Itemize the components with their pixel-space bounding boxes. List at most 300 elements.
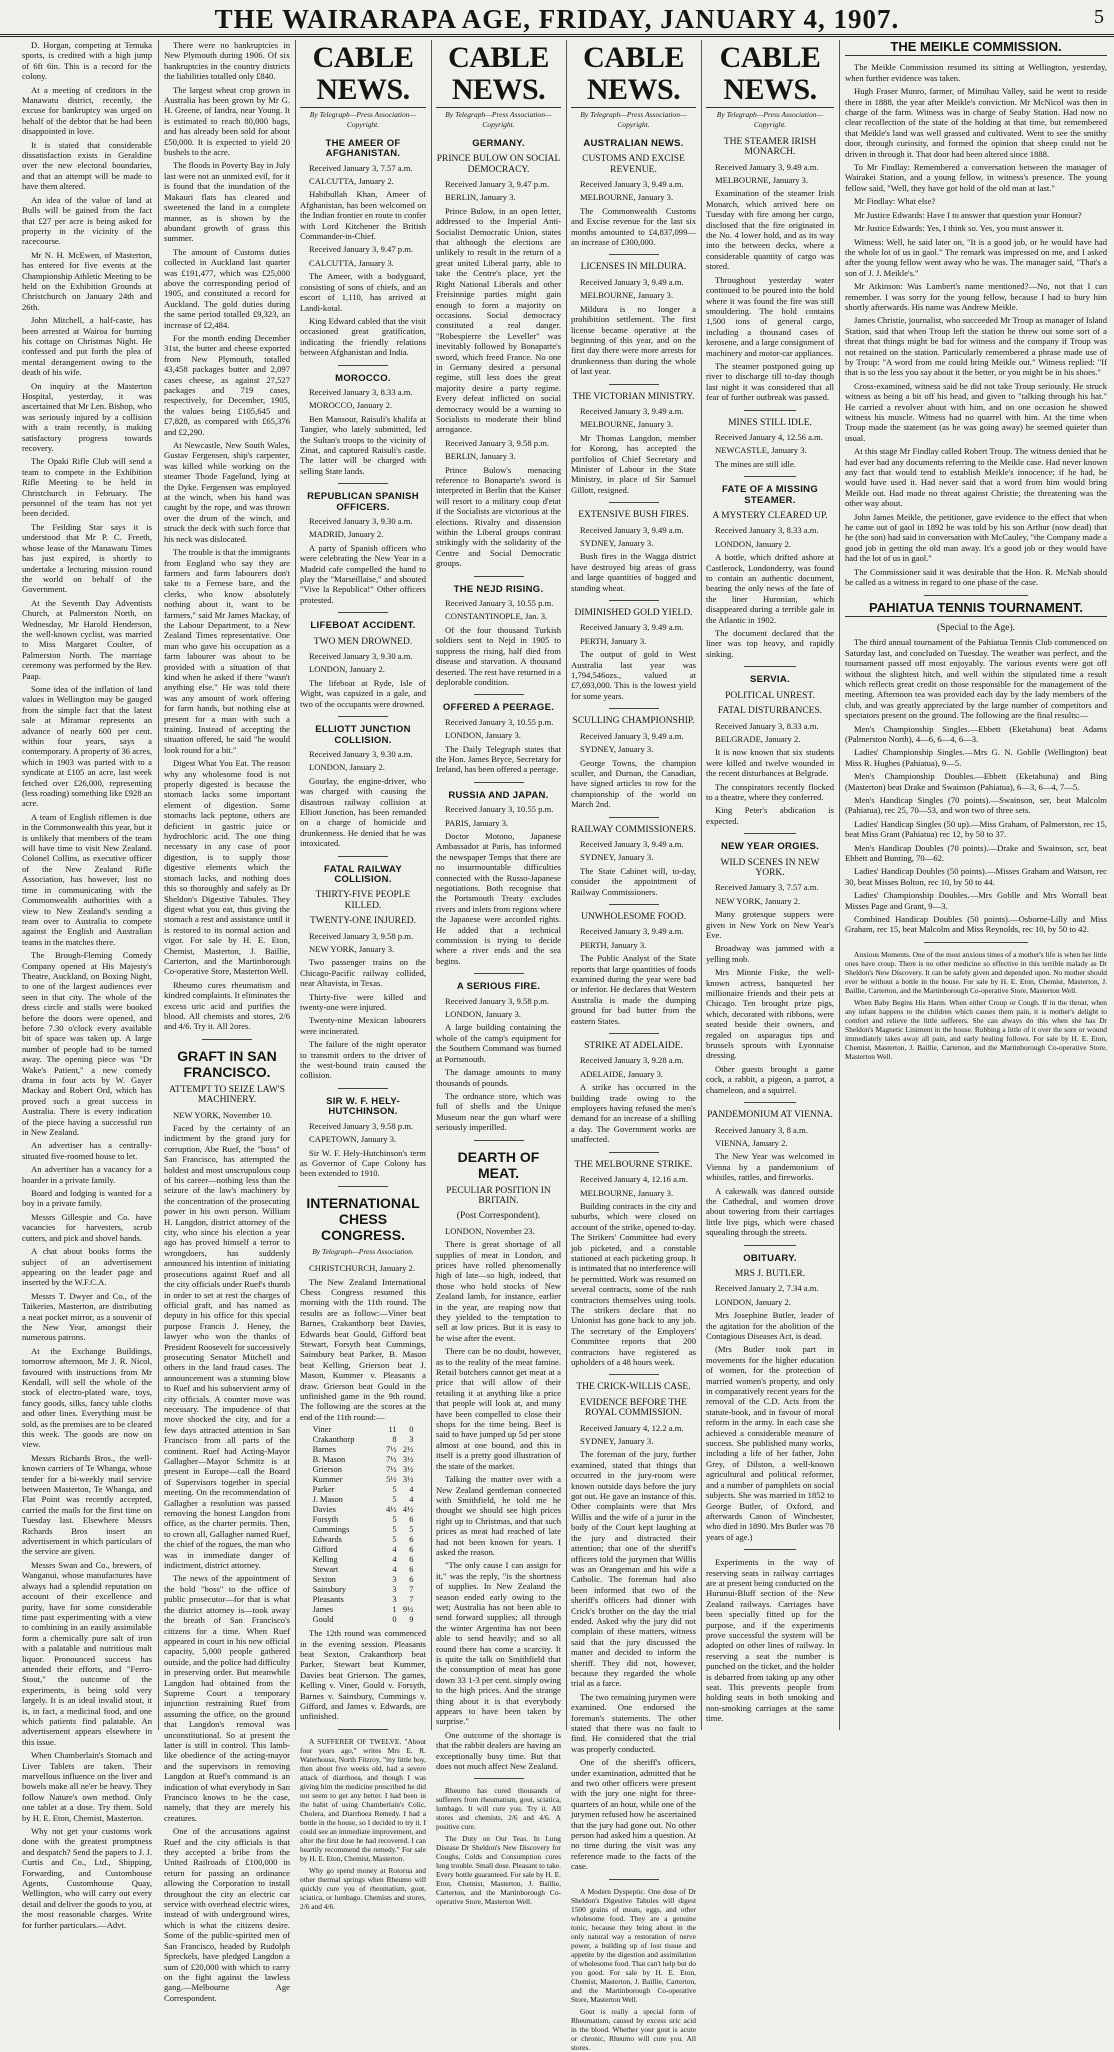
article-body: [571, 179, 696, 247]
paragraph: Received January 3, 9.49 a.m.: [580, 179, 684, 190]
paragraph: Men's Championship Doubles.—Ebbett (Eketahuna) and Bing (Masterton) beat Drake and Swainson (Pahiatua), 6—3, 6—4, 7—5.: [845, 771, 1107, 792]
section-heading: REPUBLICAN SPANISH OFFICERS.: [307, 491, 419, 513]
score-cell: 3: [392, 1595, 397, 1605]
paragraph: LONDON, January 3.: [445, 730, 521, 741]
paragraph: The Meikle Commission resumed its sitting at Wellington, yesterday, when further evidence was taken.: [845, 62, 1107, 83]
paragraph: The Ameer, with a bodyguard, consisting of sons of chiefs, and an escort of 1,110, has arrived at Landi-kotal.: [300, 271, 426, 313]
paragraph: The ordnance store, which was full of shells and the Unique Museum near the gun wharf were seriously imperilled.: [436, 1090, 561, 1133]
article-body: [845, 62, 1107, 587]
paragraph: At the Seventh Day Adventists Church, at Palmerston North, on Wednesday, Mr Harold Henderson, the well-known cyclist, was married to Miss Margaret Coulter, of Palmerston North. The marriage ceremony was performed by the Rev. Paap.: [22, 597, 152, 681]
paragraph: D. Horgan, competing at Temuka sports, is credited with a high jump of 6ft 6in. This is a record for the colony.: [22, 40, 152, 82]
score-cell: 7½: [386, 1465, 397, 1475]
score-cell: 3: [409, 1435, 414, 1445]
paragraph: MADRID, January 2.: [309, 529, 384, 540]
player-name: Cummings: [312, 1525, 350, 1535]
table-row: [313, 1465, 414, 1475]
score-cell: 4: [392, 1565, 397, 1575]
article-body: [571, 926, 696, 1026]
article-body: [436, 1226, 561, 1772]
column-cable-news-4: [706, 40, 834, 1730]
paragraph: Sir W. F. Hely-Hutchinson's term as Governor of Cape Colony has been extended to 1910.: [300, 1147, 426, 1179]
paragraph: BERLIN, January 3.: [445, 192, 516, 203]
paragraph: Received January 3, 9.28 a.m.: [580, 1055, 684, 1066]
paragraph: LONDON, January 2.: [715, 1296, 791, 1307]
paragraph: Mr Justice Edwards: Yes, I think so. Yes, you must answer it.: [854, 223, 1064, 234]
article-body: [706, 1125, 834, 1238]
player-name: Forsyth: [312, 1515, 339, 1525]
paragraph: A strike has occurred in the building trade owing to the employers having refused the men's demand for an increase of a shilling a day. The Government works are unaffected.: [571, 1082, 696, 1145]
paragraph: It is now known that six students were killed and twelve wounded in the recent disturbances at Belgrade.: [706, 747, 834, 779]
score-cell: 4½: [386, 1505, 397, 1515]
article-body: [706, 721, 834, 827]
paragraph: Received January 3, 9.49 a.m.: [580, 926, 684, 937]
paragraph: Men's Handicap Singles (70 points).—Swainson, ser, beat Malcolm (Pahiatua), rec 25, 70—53, and won two of three sets.: [845, 795, 1107, 816]
paragraph: MELBOURNE, January 3.: [715, 175, 809, 186]
section-subheading: RAILWAY COMMISSIONERS.: [571, 824, 696, 835]
paragraph: King Edward cabled that the visit occasioned great gratification, indicating the friendly relations between Afghanistan and India.: [300, 315, 426, 358]
paragraph: The document declared that the liner was top heavy, and rapidly sinking.: [706, 628, 834, 659]
paragraph: MELBOURNE, January 3.: [580, 290, 674, 301]
byline: By Telegraph—Press Association—Copyright.: [580, 110, 687, 130]
section-heading: GERMANY.: [472, 137, 525, 149]
section-heading: SIR W. F. HELY-HUTCHINSON.: [326, 1095, 400, 1118]
byline: By Telegraph—Press Association—Copyright.: [309, 110, 417, 130]
paragraph: SYDNEY, January 3.: [580, 852, 654, 863]
section-subheading: WILD SCENES IN NEW YORK.: [720, 857, 820, 878]
paragraph: MOROCCO, January 2.: [309, 400, 393, 411]
section-subheading: POLITICAL UNREST.: [725, 690, 815, 701]
paragraph: Received January 3, 8.33 a.m.: [715, 525, 819, 536]
advertisement: Why go spend money at Rotorua and other thermal springs when Rheumo will quickly cure you of rheumatism, gout, sciatica, or lumbago. Chemists and stores, 2/6 and 4/6.: [300, 1865, 426, 1911]
section-heading: OBITUARY.: [743, 1252, 797, 1264]
section-heading: ELLIOTT JUNCTION COLLISION.: [315, 724, 411, 746]
paragraph: Talking the matter over with a New Zealand gentleman connected with Smithfield, he told me he thought we should see high prices right up to Christmas, and that such prices as meat had reached of late had not been known for years. I asked the reason.: [436, 1474, 561, 1557]
paragraph: A cakewalk was danced outside the Cathedral, and women drove about towering from their carriages little live pigs, which were chased squealing through the streets.: [706, 1185, 834, 1238]
table-row: [313, 1455, 414, 1465]
score-cell: 4: [409, 1495, 414, 1505]
paragraph: BERLIN, January 3.: [445, 451, 516, 462]
paragraph: Received January 3, 9.49 a.m.: [580, 276, 684, 287]
paragraph: The Daily Telegraph states that the Hon. James Bryce, Secretary for Ireland, has been offered a peerage.: [436, 743, 561, 775]
paragraph: The trouble is that the immigrants from England who say they are farmers and farm labourers don't take to a Fernese bare, and the clerks, who know absolutely nothing about it, want to be farmers," said Mr James Mackay, of the Labour Department, to a New Zealand Times representative. One man who gave his occupation as a farm labourer was about to be provided with a situation of that kind when he asked if there "wasn't anything else." He was told there was any amount of work offering for farm hands, but nothing else at present for a man with such a training. Instead of accepting the situation offered, he said "he would look round for a bit.": [164, 547, 290, 755]
article-body: Experiments in the way of reserving seats in railway carriages are at present being conducted on the Hurunui-Bluff section of the New Zealand railways. Carriages have been specially fitted up for the purpose, and if the experiments prove successful the system will be adopted on other lines of railway. In reserving a seat the number is punched on the ticket, and the holder is debarred from taking up any other seat. This prevents people from holding seats in both smoking and non-smoking carriages at the same time.: [706, 1557, 834, 1724]
section-subheading: UNWHOLESOME FOOD.: [580, 911, 687, 922]
page-number: 5: [1094, 6, 1104, 28]
section-subheading: THE CRICK-WILLIS CASE.: [576, 1382, 691, 1393]
paragraph: Received January 3, 10.55 p.m.: [445, 598, 554, 609]
paragraph: Faced by the certainty of an indictment by the grand jury for corruption, Abe Ruef, the "boss" of San Francisco, has attempted the boldest and most unscrupulous coup of his career—nothing less than the seizure of the law's machinery by the concentration of the prosecuting power in his own person. William H. Langdon, district attorney of the city, who since his election a year ago has proved himself a terror to wrongdoers, has suddenly announced his intention of initiating prosecutions against Ruef and all the city officials under Ruef's thumb in order to set at rest the charges of official graft, and has named as deputy in his office for this special purpose Francis J. Heney, the lawyer who won the thanks of President Roosevelt for successively prosecuting Senator Mitchell and others in the land fraud cases. The announcement was a stunning blow to Ruef and his subservient army of city officials. A counter move was necessary. The impudence of that move shocked the city, and for a few days attracted attention in San Francisco from all parts of the continent. Ruef had Acting-Mayor Gallagher—Mayor Schmitz is at present in Europe—call the Board of Supervisors together in special meeting. On the recommendation of Gallagher a resolution was passed removing the honest Langdon from office, as the charter permits. Then, to crown all, Gallagher named Ruef, the chief of the rogues, the man who was in immediate danger of indictment, district attorney.: [164, 1123, 290, 1571]
article-body: [300, 163, 426, 358]
paragraph: Received January 3, 9.49 a.m.: [580, 622, 684, 633]
player-name: Gifford: [312, 1545, 338, 1555]
masthead-title: THE WAIRARAPA AGE, FRIDAY, JANUARY 4, 1907.: [214, 4, 900, 34]
table-row: [313, 1535, 414, 1545]
paragraph: At a meeting of creditors in the Manawatu district, recently, the excuse for bankruptcy was urged on behalf of the debtor that he had been disappointed in love.: [22, 84, 152, 137]
score-cell: 6: [409, 1565, 414, 1575]
score-cell: 7: [409, 1595, 414, 1605]
cable-news-heading: CABLE NEWS.: [300, 42, 426, 108]
section-heading: A SERIOUS FIRE.: [456, 981, 541, 993]
article-body: [706, 1283, 834, 1542]
general-news-items: [164, 40, 290, 1032]
paragraph: Of the four thousand Turkish soldiers sent to Nejd in 1905 to suppress the rising, half died from disease and starvation. A thousand deserted. The rest have returned in a deplorable condition.: [436, 624, 561, 687]
article-body: [300, 1263, 426, 1422]
paragraph: The Commissioner said it was desirable that the Hon. R. McNab should be called as a witness in regard to one phase of the case.: [845, 566, 1107, 588]
section-subheading: PRINCE BULOW ON SOCIAL DEMOCRACY.: [436, 154, 561, 175]
paragraph: Ladies' Championship Doubles.—Mrs Goblle and Mrs Worrall beat Misses Page and Grant, 9—3.: [845, 890, 1107, 911]
paragraph: Received January 3, 10.55 p.m.: [445, 716, 554, 727]
advertisement: Anxious Moments. One of the most anxious times of a mother's life is when her little ones have croup. There is no other medicine so effective in this terrible malady as Dr Sheldon's New Discovery. It can be safely given and depended upon. No mother should ever be without a bottle in the house. For sale by H. E. Eton, Chemist, Masterton, J. Baillie, Carterton, and the Martinborough Co-operative Store, Masterton Well.: [845, 949, 1107, 995]
paragraph: The Opaki Rifle Club will send a team to compete in the Exhibition Rifle Meeting to be held in Christchurch in February. The personnel of the team has not yet been decided.: [22, 456, 152, 519]
paragraph: Bush fires in the Wagga district have destroyed big areas of grass and large quantities of bagged and standing wheat.: [571, 551, 696, 593]
table-row: [313, 1485, 414, 1495]
paragraph: Mildura is no longer a prohibition settlement. The first license became operative at the beginning of this year, and on the first day there were more arrests for drunkenness than during the whole of last year.: [571, 303, 696, 377]
article-body: [571, 525, 696, 593]
article-body: [571, 839, 696, 897]
paragraph: SYDNEY, January 3.: [580, 1436, 654, 1447]
score-cell: 3½: [402, 1455, 414, 1465]
player-name: Parker: [312, 1485, 335, 1495]
article-body: [436, 996, 561, 1133]
advertisement: A SUFFERER OF TWELVE. "About four years ago," writes Mrs E. R. Waterhouse, North Fitzroy, "my little boy, then about five weeks old, had a severe attack of diarrhoea, and though I was giving him the medicine prescribed he did not seem to get any better. I had been in the habit of using Chamberlain's Colic, Cholera, and Diarrhoea Remedy. I had a bottle in the house, so I decided to try it. I could see an immediate improvement, and after the first dose he had recovered. I can heartily recommend the remedy." For sale by H. E. Eton, Chemist, Masterton.: [300, 1736, 426, 1863]
player-name: Sainsbury: [312, 1585, 347, 1595]
paragraph: LONDON, January 2.: [715, 538, 791, 549]
article-body: [571, 1055, 696, 1144]
paragraph: A large building containing the whole of the camp's equipment for the Southern Command was burned at Portsmouth.: [436, 1022, 561, 1064]
score-cell: 3½: [402, 1465, 414, 1475]
paragraph: Messrs Swan and Co., brewers, of Wanganui, whose manufactures have always had a splendid reputation on account of their excellence and purity, have for some considerable time past experimenting with a view to combining in an easily assimilable form a chemically pure salt of iron with a palatable and nutritious malt liquor. Pronounced success has attended their efforts, and "Ferro-Stout," the outcome of the experiments, is being sold very largely. It is an ideal invalid stout, it is, in fact, a medicinal food, and one which patients find palatable. An advertisement appears elsewhere in this issue.: [22, 1559, 152, 1747]
paragraph: Rheumo cures rheumatism and kindred complaints. It eliminates the excess uric acid and purifies the blood. All chemists and stores, 2/6 and 4/6. Try it. All 2ores.: [164, 979, 290, 1032]
paragraph: An idea of the value of land at Bulls will be gained from the fact that £27 per acre is being asked for property in the vicinity of the racecourse.: [22, 194, 152, 247]
player-name: Edwards: [312, 1535, 342, 1545]
table-row: [313, 1585, 414, 1595]
paragraph: Received January 2, 7.34 a.m.: [715, 1283, 819, 1294]
paragraph: The third annual tournament of the Pahiatua Tennis Club commenced on Saturday last, and concluded on Tuesday. The weather was perfect, and the tournament passed off most enjoyably. The various events were got off without the slightest hitch, and well within the stipulated time a result which reflects great credit on those responsible for the management of the meeting. Afternoon tea was provided each day by the lady members of the club, and was greatly appreciated by the large number of competitors and spectators present on the ground. The following are the final results:—: [845, 637, 1107, 721]
paragraph: Mr Findlay: What else?: [854, 196, 936, 207]
paragraph: Received January 3, 9.30 a.m.: [309, 651, 413, 662]
paragraph: Received January 3, 9.49 a.m.: [580, 405, 684, 416]
meikle-heading: THE MEIKLE COMMISSION.: [845, 42, 1107, 56]
article-body: [706, 882, 834, 1095]
paragraph: Some idea of the inflation of land values in Wellington may be gauged from the simple fact that the latest sale at Miramar represents an advance of nearly 600 per cent. within four years, says a contemporary. A property of 36 acres, which in 1903 was parted with to a syndicate at £105 an acre, last week fetched over £26,000, representing (less roading) something like £928 an acre.: [22, 683, 152, 809]
paragraph: At this stage Mr Findlay called Robert Troup. The witness denied that he had ever had any documents referring to the Meikle case. Had never known any fact that would tend to establish Meikle's innocence; if he had, he would have used it. Had never said that a word from him would bring Meikle out. Had made no threat against Christie; the threatening was the other way about.: [845, 446, 1107, 509]
paragraph: NEW YORK, November 10.: [173, 1109, 273, 1120]
paragraph: There can be no doubt, however, as to the reality of the meat famine. Retail butchers cannot get meat at a price that will allow of their retailing it at anything like a price that people will look at, and many have been compelled to close their shops for the time being. Beef is said to have jumped up 5d per stone almost at one bound, and this in itself is a pretty good illustration of the state of the market.: [436, 1346, 561, 1471]
section-heading: SERVIA.: [750, 674, 790, 686]
paragraph: BELGRADE, January 2.: [715, 733, 801, 744]
score-cell: 6: [409, 1575, 414, 1585]
section-heading: NEW YEAR ORGIES.: [720, 841, 820, 853]
section-subheading: (Post Correspondent).: [456, 1211, 541, 1222]
section-heading: LIFEBOAT ACCIDENT.: [310, 620, 416, 632]
paragraph: The New Zealand International Chess Congress resumed this morning with the 11th round. The results are as follow:—Viner beat Barnes, Crakanthorp beat Davies, Edwards beat Gould, Gifford beat Stewart, Forsyth beat Cummings, Sainsbury beat Parker, B. Mason beat Kelling, Grierson beat J. Mason, Kummer v. Pleasants a draw. Grierson beat Gould in the unfinished game in the 9th round. The following are the scores at the end of the 11th round:—: [300, 1276, 426, 1422]
paragraph: There is great shortage of all supplies of meat in London, and prices have rolled phenomenally high of late—so high, indeed, that those who hold stocks of New Zealand lamb, for instance, earlier in the year, are reaping now that they yielded to the temptation to sell at low prices. But it is easy to be wise after the event.: [436, 1239, 561, 1343]
article-body: [300, 749, 426, 849]
paragraph: SYDNEY, January 3.: [580, 744, 654, 755]
score-cell: 4½: [402, 1505, 414, 1515]
paragraph: (Mrs Butler took part in movements for the higher education of women, for the protection of married women's property, and only in comparatively recent years for the removal of the C.D. Acts from the statute-book, and in favour of moral reform in the army. In each case she achieved a considerable measure of success. She published many works, including a life of her father, John Grey, of Dilston, a well-known agricultural and political reformer, and a number of pamphlets on social subjects. She was married in 1852 to George Butler, of Oxford, and afterwards Canon of Winchester, who died in 1890. Mrs Butler was 78 years of age.): [706, 1344, 834, 1542]
section-subheading: DIMINISHED GOLD YIELD.: [574, 608, 693, 619]
score-cell: 8: [392, 1435, 397, 1445]
paragraph: Gourlay, the engine-driver, who was charged with causing the disastrous railway collision at Elliott Junction, has been remanded on a charge of homicide and drunkenness. He denied that he was intoxicated.: [300, 775, 426, 849]
section-heading: FATE OF A MISSING STEAMER.: [721, 484, 819, 506]
paragraph: Messrs Richards Bros., the well-known carriers of Te Whanga, whose tender for a bi-weekly mail service between Masterton, Te Whanga, and Flat Point was recently accepted, carried the mails for the first time on Tuesday last. Elsewhere Messrs Richards Bros insert an advertisement in which particulars of the service are given.: [22, 1452, 152, 1557]
paragraph: John James Meikle, the petitioner, gave evidence to the effect that when he came out of gaol in 1892 he was told by his son Arthur (now dead) that he (the son) had said in conversation with McCauley, "the Company made a good job in getting the old man away. It's a good job or they would have had the lot of us in gaol.": [845, 511, 1107, 564]
paragraph: The conspirators recently flocked to a theatre, where they conferred.: [706, 781, 834, 802]
score-cell: 0: [409, 1425, 414, 1435]
advertisement: Rheumo has cured thousands of sufferers from rheumatism, gout, sciatica, lumbago. It will cure you. Try it. All stores and chemists, 2/6 and 4/6. A positive cure.: [436, 1786, 561, 1832]
paragraph: The lifeboat at Ryde, Isle of Wight, was capsized in a gale, and two of the occupants were drowned.: [300, 677, 426, 709]
player-name: Davies: [312, 1505, 336, 1515]
column-general-news: [164, 40, 290, 2003]
paragraph: Many grotesque suppers were given in New York on New Year's Eve.: [706, 909, 834, 940]
cable-news-heading: CABLE NEWS.: [436, 42, 561, 108]
separator: [202, 1039, 252, 1040]
article-body: [300, 1121, 426, 1179]
section-heading: AUSTRALIAN NEWS.: [583, 137, 684, 149]
table-row: [313, 1505, 414, 1515]
paragraph: Ladies' Handicap Singles (50 up).—Miss Graham, of Palmerston, rec 15, beat Miss Grant (Pahiatua) rec 12, by 50 to 37.: [845, 818, 1107, 840]
paragraph: A bottle, which drifted ashore at Castlerock, Londonderry, was found to contain an authentic document, bearing the only news of the fate of the liner Huronian, which disappeared during a terrible gale in the Atlantic in 1902.: [706, 552, 834, 625]
chess-heading: INTERNATIONAL CHESS CONGRESS.: [306, 1194, 420, 1243]
paragraph: One of the accusations against Ruef and the city officials is that they accepted a bribe from the United Railroads of £100,000 in return for passing an ordinance allowing the Corporation to install throughout the city an electric car service with overhead electric wires, instead of with underground wires, which is what the citizens desire. Some of the public-spirited men of San Francisco, headed by Rudolph Spreckels, have pledged Langdon a sum of £20,000 with which to carry on the fight against the lawless gang.—Melbourne Age Correspondent.: [164, 1826, 290, 2003]
paragraph: Prince Bulow, in an open letter, addressed to the Imperial Anti-Socialist Democratic Union, states that although the elections are unlikely to result in the return of a great united Liberal party, able to take the Centre's place, yet the Right National Liberals and other Freisinnige parties might gain enough to form a majority on occasions. Social democracy constituted a real danger. "Robespierre the Leveller" was inevitably followed by Bonaparte's sword, which freed France. No one in Germany desired a personal regime, still less does the great majority desire a party regime. Every defeat inflicted on social democracy would be a warning to Socialists to moderate their blind arrogance.: [436, 205, 561, 435]
player-name: James: [312, 1605, 334, 1615]
article-body: [436, 804, 561, 966]
paragraph: Received January 3, 7.57 a.m.: [309, 162, 413, 173]
paragraph: The amount of Customs duties collected in Auckland last quarter was £191,477, which was £25,000 above the corresponding period of 1905, and constituted a record for Auckland. The gold duties during the same period totalled £9,323, an increase of £2,484.: [164, 246, 290, 330]
article-body: [706, 162, 834, 403]
paragraph: One outcome of the shortage is that the rabbit dealers are having an exceptionally busy time. But that does not much affect New Zealand.: [436, 1729, 561, 1772]
paragraph: The New Year was welcomed in Vienna by a pandemonium of whistles, rattles, and fireworks.: [706, 1151, 834, 1183]
paragraph: Examination of the steamer Irish Monarch, which arrived here on Tuesday with fire among her cargo, disclosed that the fire originated in the No. 4 lower hold, and as its way into the between decks, where a considerable quantity of cargo was stored.: [706, 188, 834, 272]
paragraph: Received January 3, 8.33 a.m.: [715, 720, 819, 731]
article-body: [436, 179, 561, 569]
paragraph: A party of Spanish officers who were celebrating the New Year in a Madrid cafe compelled the band to play the "Marseillaise," and shouted "Vive la Republica!" Other officers protested.: [300, 542, 426, 605]
paragraph: MELBOURNE, January 3.: [580, 1187, 674, 1198]
paragraph: Witness: Well, he said later on, "It is a good job, or he would have had the whole lot of us in gaol." The remark was impressed on me, and I asked after the young fellow went away who he was. The manager said, "That's a son of J. J. Meikle's.": [845, 236, 1107, 278]
score-cell: 3: [392, 1575, 397, 1585]
chess-scores-table: [313, 1425, 414, 1625]
masthead: [0, 0, 1114, 37]
paragraph: A chat about books forms the subject of an advertisement appearing on the leader page and inserted by the W.F.C.A.: [22, 1246, 152, 1288]
paragraph: Received January 3, 9.49 a.m.: [580, 838, 684, 849]
paragraph: Received January 3, 9.47 p.m.: [309, 244, 414, 255]
paragraph: Received January 4, 12.56 a.m.: [715, 431, 823, 442]
paragraph: NEW YORK, January 3.: [309, 944, 395, 954]
paragraph: The damage amounts to many thousands of pounds.: [436, 1067, 561, 1088]
paragraph: John Mitchell, a half-caste, has been arrested at Wairoa for burning his cottage on Christmas Night. He confessed and put forth the plea of mental derangement owing to the death of his wife.: [22, 315, 152, 378]
section-heading: RUSSIA AND JAPAN.: [448, 789, 549, 801]
paragraph: Received January 3, 9.30 a.m.: [309, 516, 413, 526]
article-body: [436, 598, 561, 687]
article-body: [845, 637, 1107, 935]
paragraph: The two remaining jurymen were examined. One endorsed the foreman's statements. The other stated that there was no fault to find. He considered that the trial was properly conducted.: [571, 1691, 696, 1754]
paragraph: At Newcastle, New South Wales, Gustav Fergensen, ship's carpenter, was killed while working on the steamer Thode Fagelund, lying at the Dyke. Fergensen was employed at the winch, when his hand was caught by the rope, and was thrown over the drum of the winch, and struck the deck with such force that his neck was dislocated.: [164, 440, 290, 544]
table-row: [313, 1555, 414, 1565]
score-cell: 4: [392, 1545, 397, 1555]
paragraph: Board and lodging is wanted for a boy in a private family.: [22, 1188, 152, 1209]
table-row: [313, 1605, 414, 1615]
paragraph: Mr Thomas Langdon, member for Korong, has accepted the portfolios of Chief Secretary and Minister of Labour in the State Ministry, in place of Sir Samuel Gillott, resigned.: [571, 432, 696, 495]
paragraph: An advertiser has a vacancy for a boarder in a private family.: [22, 1164, 152, 1185]
column-local-news: [22, 40, 152, 1930]
paragraph: Other guests brought a game cock, a rabbit, a pigeon, a parrot, a chameleon, and a squirrel.: [706, 1063, 834, 1095]
section-subheading: TWENTY-ONE INJURED.: [309, 916, 417, 927]
paragraph: Ladies' Championship Singles.—Mrs G. N. Goblle (Wellington) beat Miss R. Hughes (Pahiatua), 9—5.: [845, 747, 1107, 768]
paragraph: Received January 3, 9.58 p.m.: [309, 930, 414, 941]
player-name: Sexton: [312, 1575, 336, 1585]
article-body: [706, 432, 834, 469]
paragraph: Hugh Fraser Munro, farmer, of Mimihau Valley, said he went to reside there in 1888, the year after Meikle's conviction. Mr McNicol was then in charge of the farm. Witness was in charge of Seaby Station. Had now no clear recollection of the state of the holding at that time, but remembered that Meikle's land was well grassed and cultivated. Went to see the smithy door, through curiosity, and formed the opinion that sheep could not be driven in through it. That door had been altered since 1888.: [845, 86, 1107, 159]
paragraph: Digest What You Eat. The reason why any wholesome food is not properly digested is because the stomach lacks some important element of digestion. Some stomachs lack peptone, others are deficient in gastric juice or hydrochloric acid. The one thing necessary in any case of poor digestion, is to supply those digestive elements which the stomach lacks, and nothing does this so thoroughly and safely as Dr Sheldon's Digestive Tabules. They digest what you eat, thus giving the stomach a rest and assistance until it is restored to its normal action and vigor. For sale by H. E. Eton, Chemist, Masterton, J. Baillie, Carterton, and the Martinborough Co-operative Store, Masterton Well.: [164, 758, 290, 977]
article-body: [706, 525, 834, 659]
paragraph: There were no bankruptcies in New Plymouth during 1906. Of six bankruptcies in the country districts the liabilities totalled only £840.: [164, 40, 290, 82]
paragraph: Received January 3, 9.47 p.m.: [445, 179, 550, 190]
score-cell: 9: [409, 1615, 414, 1625]
paragraph: Mrs Josephine Butler, leader of the agitation for the abolition of the Contagious Diseases Act, is dead.: [706, 1310, 834, 1341]
paragraph: Received January 3, 9.30 a.m.: [309, 748, 413, 759]
paragraph: LONDON, November 23.: [445, 1225, 535, 1236]
paragraph: Received January 3, 9.58 p.m.: [309, 1120, 414, 1131]
paragraph: Combined Handicap Doubles (50 points).—Osborne-Lilly and Miss Graham, rec 15, beat Malcolm and Miss Reynolds, rec 10, by 50 to 42.: [845, 914, 1107, 935]
score-cell: 5: [392, 1485, 397, 1495]
graft-heading: GRAFT IN SAN FRANCISCO.: [177, 1047, 277, 1080]
paragraph: Received January 3, 9.49 a.m.: [580, 524, 684, 535]
section-subheading: THE VICTORIAN MINISTRY.: [572, 391, 695, 402]
paragraph: The Commonwealth Customs and Excise revenue for the last six months amounted to £4,837,099—an increase of £300,000.: [571, 205, 696, 248]
player-name: Kelling: [312, 1555, 338, 1565]
section-subheading: THIRTY-FIVE PEOPLE KILLED.: [315, 890, 411, 911]
section-subheading: LICENSES IN MILDURA.: [580, 262, 687, 273]
section-subheading: SCULLING CHAMPIONSHIP.: [572, 716, 695, 727]
article-body: [571, 406, 696, 495]
paragraph: MELBOURNE, January 3.: [580, 419, 674, 430]
paragraph: Ladies' Handicap Doubles (50 points).—Misses Graham and Watson, rec 30, beat Misses Bolton, rec 10, by 50 to 44.: [845, 866, 1107, 887]
column-rule: [295, 40, 296, 1730]
column-rule: [566, 40, 567, 1730]
paragraph: Twenty-nine Mexican labourers were incinerated.: [300, 1015, 426, 1036]
score-cell: 4: [409, 1485, 414, 1495]
paragraph: The foreman of the jury, further examined, stated that things that occurred in the jury-room were known outside days before the jury got out. He gave an instance of this. Other complaints were that Mrs Willis and the wife of a juror in the body of the Court kept laughing at the jury and distracted their attention; that one of the sheriff's officers told the jurymen that Willis was an Orangeman and his wife a Catholic. The foreman had also been informed that two of the sheriff's officers had dinner with Crick's brother on the day the trial ended. Asked why the jury did not complain of these matters, witness said that the jury discussed the matter and decided to inform the sheriff. They did not, however, because they regarded the whole trial as a farce.: [571, 1449, 696, 1689]
paragraph: The Public Analyst of the State reports that large quantities of foods examined during the year were bad or inferior. He declares that Western Australia is made the dumping ground for bad butter from the eastern States.: [571, 953, 696, 1026]
paragraph: "The only cause I can assign for it," was the reply, "is the shortness of supplies. In New Zealand the season ended early owing to the wet; Australia has not been able to send forward supplies; all through the winter Argentina has not been able to send heavily; and so all round there has come a scarcity. It is quite the talk on Smithfield that the consumption of meat has gone down 33 1-3 per cent. simply owing to the high prices. And the strange thing about it is that everybody appears to have been taken by surprise.": [436, 1560, 561, 1727]
section-heading: THE NEJD RISING.: [453, 583, 544, 595]
score-cell: 5: [392, 1515, 397, 1525]
graft-article: [164, 1110, 290, 2004]
paragraph: A team of English riflemen is due in the Commonwealth this year, but it is unlikely that members of the team will have time to visit New Zealand. Colonel Collins, as executive officer of the New Zealand Rifle Association, has however, lost no time in communicating with the Commonwealth authorities with a view to New Zealand's sending a team over to Australia to compete against the English and Australian teams in the matches there.: [22, 811, 152, 947]
score-cell: 6: [409, 1535, 414, 1545]
player-name: Grierson: [312, 1465, 342, 1475]
paragraph: SYDNEY, January 3.: [580, 538, 654, 548]
paragraph: The news of the appointment of the bold "boss" to the office of public prosecutor—for that is what the district attorney is—took away the breath of San Francisco's citizens for a time. When Ruef appeared in court in his new official capacity, 5,000 people gathered outside, and the police had difficulty in preserving order. But meanwhile Langdon had obtained from the Supreme Court a temporary injunction restraining Ruef from assuming the office, on the ground that Langdon's removal was unconstitutional. So at present the latter is still in control. This lamb-like obedience of the acting-mayor and the supervisors in removing Langdon at Ruef's command is an indication of what everybody in San Francisco knows to be the case, namely, that they are merely his creatures.: [164, 1573, 290, 1823]
paragraph: Two passenger trains on the Chicago-Pacific railway collided, near Altavista, in Texas.: [300, 957, 426, 989]
player-name: J. Mason: [312, 1495, 343, 1505]
paragraph: LONDON, January 2.: [309, 664, 385, 675]
article-body: [300, 931, 426, 1081]
score-cell: 5: [409, 1525, 414, 1535]
paragraph: MELBOURNE, January 3.: [580, 192, 674, 203]
section-subheading: THE MELBOURNE STRIKE.: [574, 1159, 693, 1170]
paragraph: Messrs Gillespie and Co. have vacancies for harvesters, scrub cutters, and pick and shovel hands.: [22, 1211, 152, 1243]
cable-news-heading: CABLE NEWS.: [706, 42, 834, 108]
paragraph: The Brough-Fleming Comedy Company opened at His Majesty's Theatre, Auckland, on Boxing Night, to one of the largest audiences ever seen in that city. The whole of the dress circle and stalls were booked before the doors were opened, and before 7.30 o'clock every available bit of space was taken up. A large number of people had to be turned away. The opening piece was "Dr Wake's Patient," a new comedy drama in four acts by W. Gayer Mackay and Robert Ord, which has proved such a great success in Australia. There is every indication of the piece having a successful run in New Zealand.: [22, 950, 152, 1138]
paragraph: CALCUTTA, January 3.: [309, 257, 394, 268]
section-subheading: PECULIAR POSITION IN BRITAIN.: [446, 1185, 551, 1206]
score-cell: 5: [392, 1535, 397, 1545]
article-body: [436, 717, 561, 775]
player-name: B. Mason: [312, 1455, 346, 1465]
paragraph: PERTH, January 3.: [580, 939, 647, 950]
section-subheading: PANDEMONIUM AT VIENNA.: [707, 1110, 833, 1121]
paragraph: LONDON, January 3.: [445, 1009, 521, 1020]
article-body: [571, 1423, 696, 1872]
paragraph: Throughout yesterday water continued to be poured into the hold where it was found the fire was still smouldering. The hold contains 1,500 tons of general cargo, including a thousand cases of kerosene, and a large consignment of machinery and motor-car appliances.: [706, 274, 834, 358]
paragraph: Men's Handicap Doubles (70 points).—Drake and Swainson, scr, beat Ebbett and Bunting, 70—62.: [845, 842, 1107, 864]
paragraph: The steamer postponed going up river to discharge till to-day though last night it was considered that all fear of further outbreak was passed.: [706, 360, 834, 403]
table-row: [313, 1445, 414, 1455]
paragraph: VIENNA, January 2.: [715, 1137, 788, 1148]
paragraph: Received January 3, 9.49 a.m.: [715, 161, 819, 172]
section-subheading: MINES STILL IDLE.: [728, 417, 812, 428]
paragraph: Doctor Motono, Japanese Ambassador at Paris, has informed the newspaper Temps that there are no insurmountable difficulties connected with the Russo-Japanese negotiations. Both recognise that the Portsmouth Treaty excludes rivers and inlets from regions where the Japanese were accorded rights. He added that a technical commission is trying to decide where a river ends and the sea begins.: [436, 830, 561, 966]
paragraph: Men's Championship Singles.—Ebbett (Eketahuna) beat Adams (Palmerston North), 4—6, 6—4, 6—3.: [845, 723, 1107, 744]
paragraph: Received January 3, 10.55 p.m.: [445, 804, 554, 815]
paragraph: Building contracts in the city and suburbs, which were closed on account of the strike, opened to-day. The Strikers' Committee had every job picketed, and a constable stationed at each picketing group. It is intimated that no interference will be permitted. Work was resumed on several contracts, some of the rush contractors themselves using tools. The strikers declare that no Unionist has gone back to any job. The secretary of the Employers' Committee reports that 200 contractors have registered as upholders of a 48 hours week.: [571, 1200, 696, 1367]
column-rule: [701, 40, 702, 1730]
byline: By Telegraph—Press Association—Copyright.: [716, 110, 824, 130]
player-name: Stewart: [312, 1565, 339, 1575]
paragraph: Habibullah Khan, Ameer of Afghanistan, has been welcomed on the Indian frontier en route to confer with Lord Kitchener the British Commander-in-Chief.: [300, 189, 426, 242]
column-cable-news-2: [436, 40, 561, 1907]
section-heading: THE AMEER OF AFGHANISTAN.: [325, 137, 401, 160]
paragraph: Thirty-five were killed and twenty-one were injured.: [300, 991, 426, 1013]
article-body: [571, 277, 696, 377]
section-subheading: THE STEAMER IRISH MONARCH.: [723, 136, 817, 158]
score-cell: 3: [392, 1585, 397, 1595]
paragraph: CHRISTCHURCH, January 2.: [309, 1263, 415, 1274]
column-rule: [839, 40, 840, 1730]
table-row: [313, 1525, 414, 1535]
score-cell: 5: [392, 1495, 397, 1505]
column-rule: [431, 40, 432, 1730]
paragraph: Received January 4, 12.16 a.m.: [580, 1174, 688, 1185]
table-row: [313, 1515, 414, 1525]
advertisement: A Modern Dyspeptic. One dose of Dr Sheldon's Digestive Tabules will digest 1500 grains of meats, eggs, and other wholesome food. They are a genuine tonic, because they bring about in the only natural way a restoration of nerve power, a building up of lost tissue and appetite by the digestion and assimilation of wholesome food. That can't help but do you good. For sale by H. E. Eton, Chemist, Masterton, J. Baillie, Carterton, and the Martinborough Co-operative Store, Masterton Well.: [571, 1886, 696, 2004]
article-body: [571, 731, 696, 810]
paragraph: CONSTANTINOPLE, Jan. 3.: [445, 611, 548, 622]
article-body: [300, 387, 426, 476]
paragraph: An advertiser has a centrally-situated five-roomed house to let.: [22, 1140, 152, 1161]
paragraph: To Mr Findlay: Remembered a conversation between the manager of Wairakei Station, and a young fellow, in witness's presence. The young fellow said, "Well, they have got hold of the old man at last.": [845, 162, 1107, 193]
paragraph: Mrs Minnie Fiske, the well-known actress, banqueted her millionaire friends and their pets at Chicago. Ten brought prize pigs, which, decorated with ribbons, were seated beside their owners, and regaled on asparagus tips and brussels sprouts with Lyonnaise dressing.: [706, 967, 834, 1061]
table-row: [313, 1615, 414, 1625]
paragraph: Received January 3, 9.58 p.m.: [445, 995, 550, 1006]
cable-news-heading: CABLE NEWS.: [571, 42, 696, 108]
paragraph: King Peter's abdication is expected.: [706, 805, 834, 826]
paragraph: Received January 4, 12.2 a.m.: [580, 1422, 684, 1433]
paragraph: One of the sheriff's officers, under examination, admitted that he and two other officers were present with the jury one night for three-quarters of an hour, while one of the jurymen refused how he ascertained that the jury had gone out. No other person had asked him a question. At no time during the visit was any reference made to the facts of the case.: [571, 1757, 696, 1872]
paragraph: NEW YORK, January 2.: [715, 895, 801, 906]
table-row: [313, 1545, 414, 1555]
paragraph: For the month ending December 31st, the butter and cheese exported from New Plymouth, totalled 43,458 packages butter and 2,097 cases cheese, as against 27,527 packages and 719 cases, respectively, for December, 1905, the values being £105,645 and £7,828, as compared with £65,376 and £2,290.: [164, 332, 290, 437]
paragraph: Cross-examined, witness said he did not take Troup seriously. He struck witness as being a bit off his head, and given to "talking through his hat." He carried a revolver about with him, and on one occasion he showed witness his muscle. Witness had no quarrel with him. At the time when Troup made the statement (as he was going away) he seemed quieter than usual.: [845, 380, 1107, 443]
score-cell: 7½: [386, 1445, 397, 1455]
section-heading: MOROCCO.: [335, 372, 391, 384]
paragraph: On inquiry at the Masterton Hospital, yesterday, it was ascertained that Mr Len. Bishop, who was seriously injured by a collision with a train recently, is making satisfactory progress towards recovery.: [22, 380, 152, 454]
section-subheading: FATAL DISTURBANCES.: [717, 706, 823, 717]
column-cable-news-3: [571, 40, 696, 2052]
